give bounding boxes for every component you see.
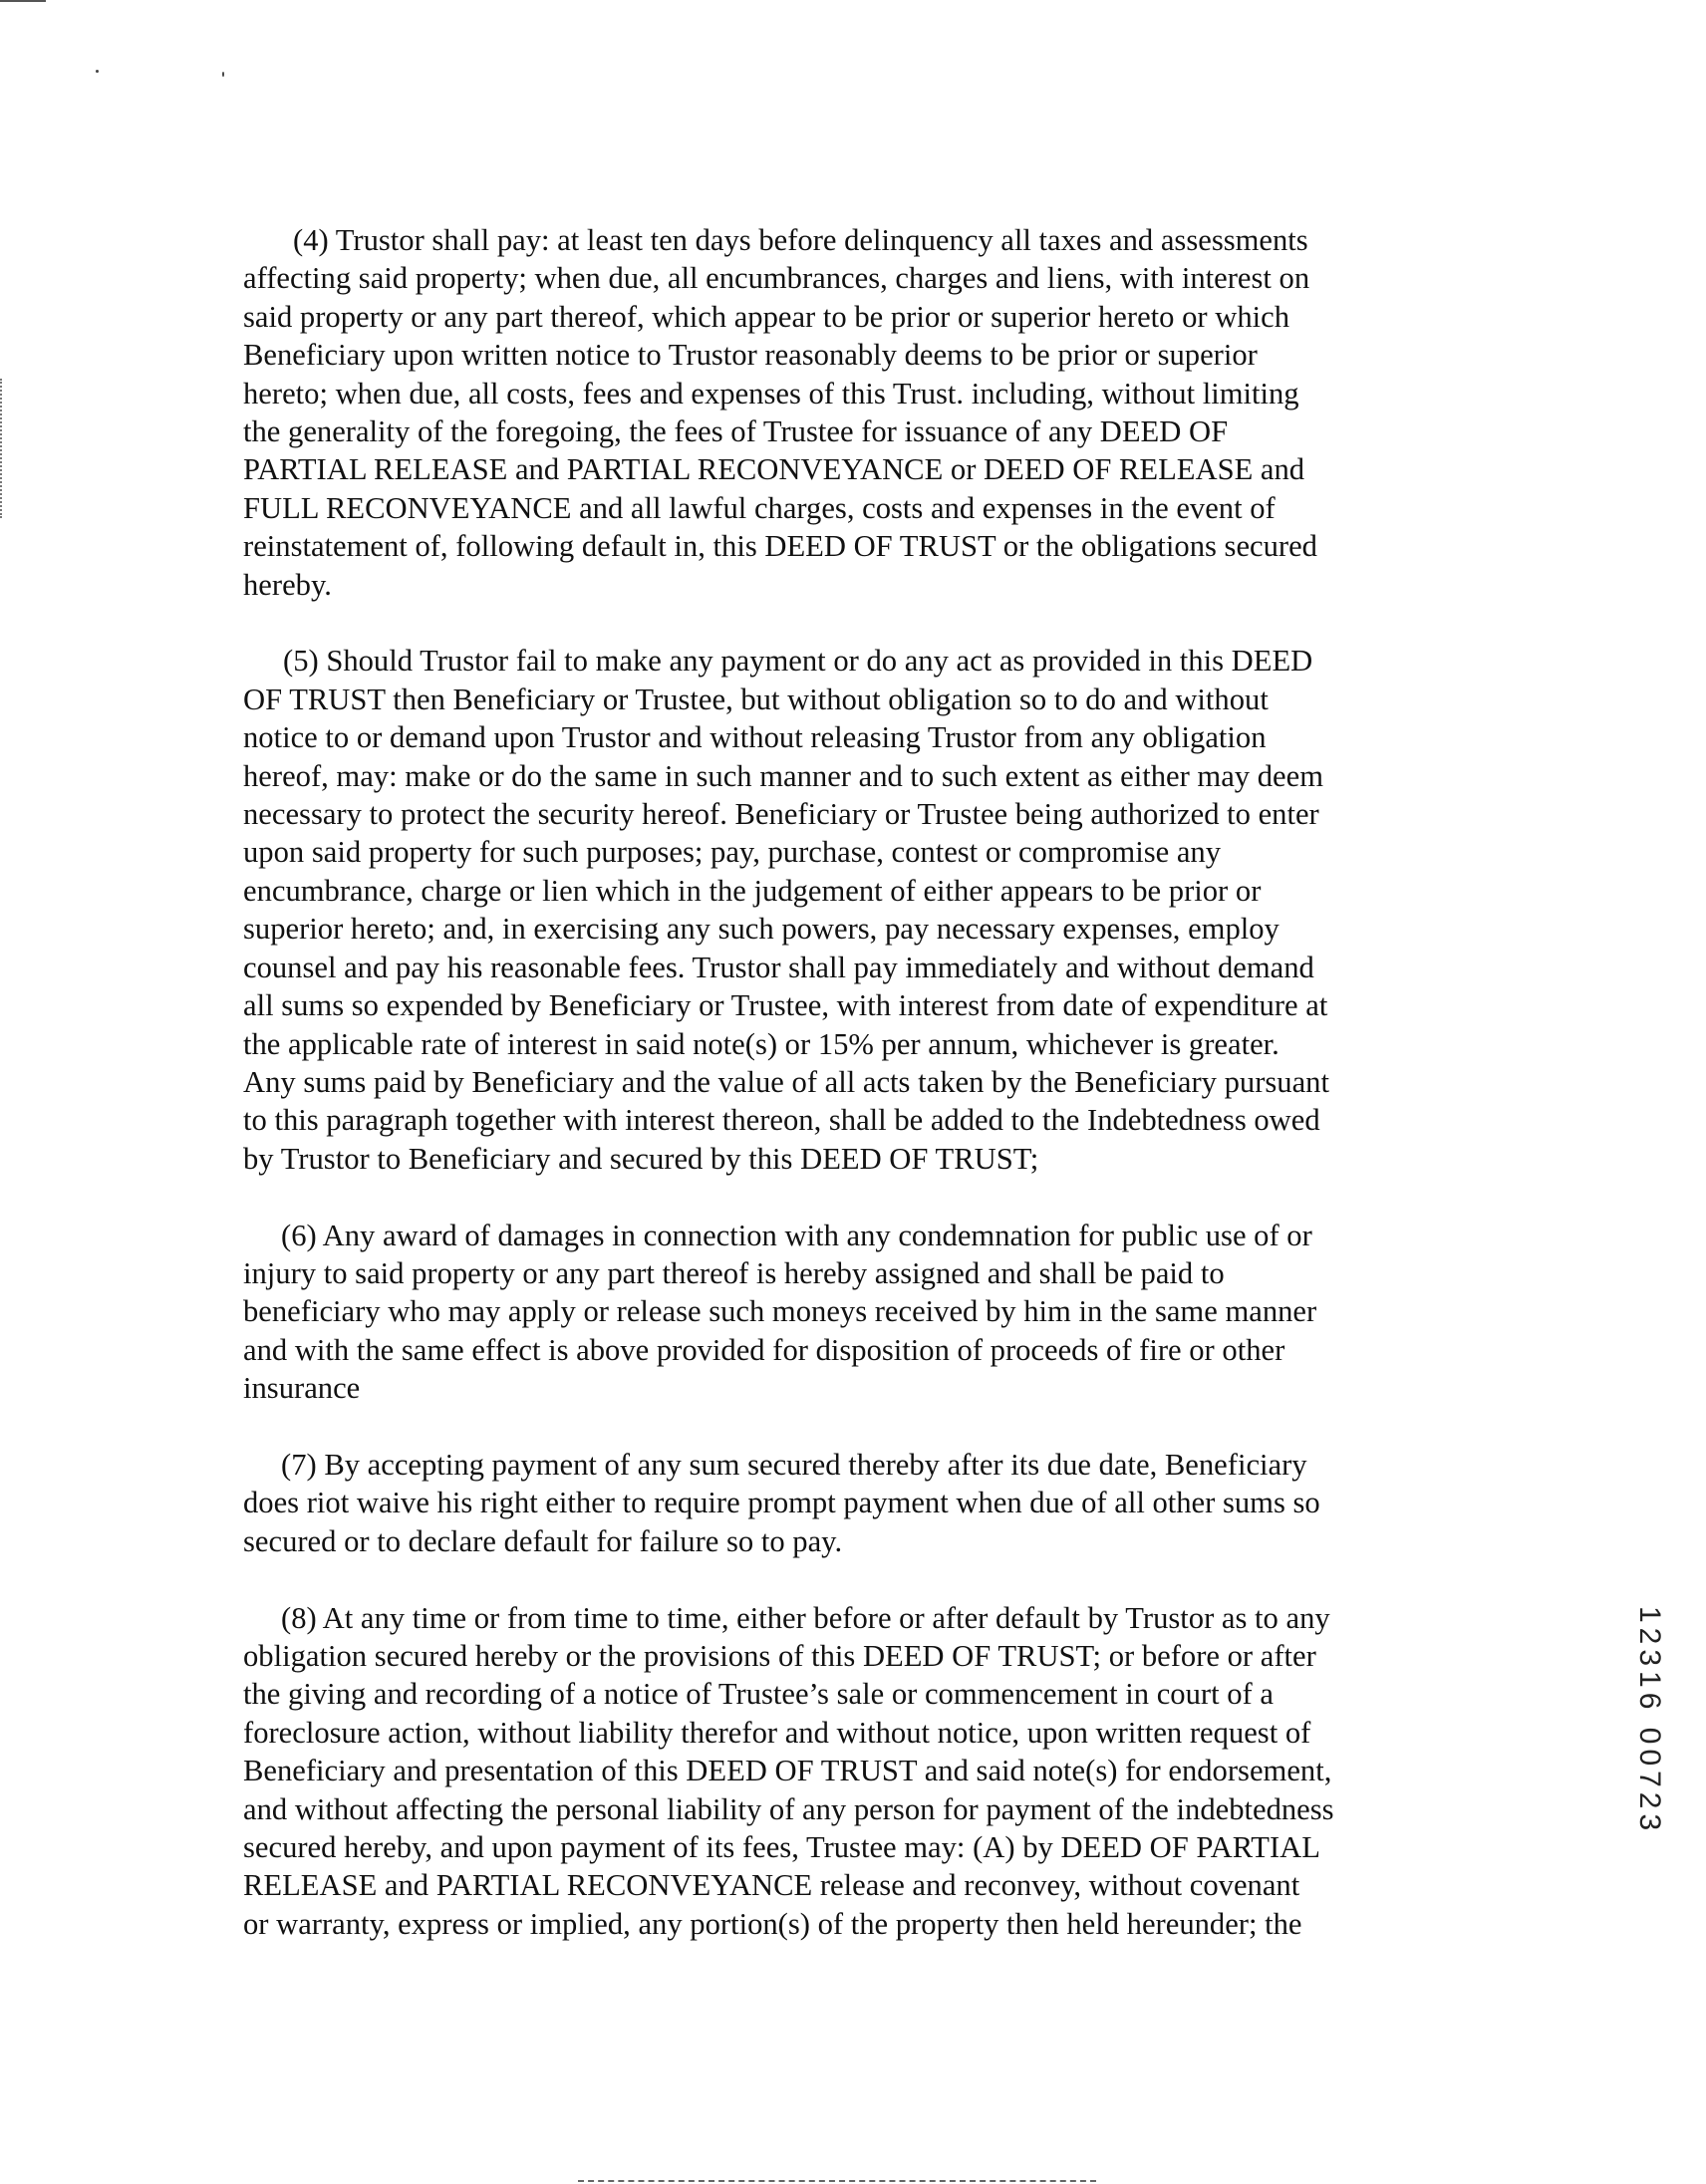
text-line: secured or to declare default for failure so to pay. — [243, 1523, 843, 1558]
text-line: Beneficiary and presentation of this DEED OF TRUST and said note(s) for endorsement, — [243, 1754, 1332, 1788]
text-line: by Trustor to Beneficiary and secured by this DEED OF TRUST; — [243, 1141, 1039, 1176]
scan-mark — [0, 0, 46, 2]
text-line: or warranty, express or implied, any portion(s) of the property then held hereunder; the — [243, 1906, 1302, 1941]
text-line: encumbrance, charge or lien which in the judgement of either appears to be prior or — [243, 873, 1262, 908]
text-line: (5) Should Trustor fail to make any payment or do any act as provided in this DEED — [283, 644, 1313, 679]
text-line: Any sums paid by Beneficiary and the value of all acts taken by the Beneficiary pursuant — [243, 1064, 1329, 1099]
paragraph-4 — [243, 221, 1457, 604]
text-line: (4) Trustor shall pay: at least ten days before delinquency all taxes and assessments — [293, 223, 1308, 257]
paragraph-7 — [243, 1446, 1457, 1560]
text-line: FULL RECONVEYANCE and all lawful charges, costs and expenses in the event of — [243, 490, 1276, 525]
text-line: OF TRUST then Beneficiary or Trustee, but without obligation so to do and without — [243, 682, 1269, 716]
text-line: hereof, may: make or do the same in such manner and to such extent as either may deem — [243, 758, 1324, 793]
text-line: counsel and pay his reasonable fees. Trustor shall pay immediately and without demand — [243, 950, 1314, 984]
text-line: notice to or demand upon Trustor and without releasing Trustor from any obligation — [243, 720, 1267, 755]
scan-edge-mark — [578, 2180, 1096, 2184]
text-line: beneficiary who may apply or release such moneys received by him in the same manner — [243, 1294, 1317, 1329]
text-line: all sums so expended by Beneficiary or Trustee, with interest from date of expenditure at — [243, 988, 1328, 1023]
text-line: hereto; when due, all costs, fees and expenses of this Trust. including, without limiting — [243, 376, 1299, 410]
text-line: the generality of the foregoing, the fees of Trustee for issuance of any DEED OF — [243, 414, 1229, 449]
text-line: to this paragraph together with interest thereon, shall be added to the Indebtedness owed — [243, 1103, 1320, 1138]
text-line: injury to said property or any part thereof is hereby assigned and shall be paid to — [243, 1255, 1225, 1290]
paragraph-5 — [243, 642, 1457, 1178]
text-line: affecting said property; when due, all encumbrances, charges and liens, with interest on — [243, 261, 1310, 296]
paragraph-8 — [243, 1599, 1457, 1944]
text-line: PARTIAL RELEASE and PARTIAL RECONVEYANCE or DEED OF RELEASE and — [243, 452, 1305, 487]
paragraph-6 — [243, 1217, 1457, 1408]
text-line: foreclosure action, without liability therefor and without notice, upon written request of — [243, 1715, 1311, 1750]
text-line: (8) At any time or from time to time, either before or after default by Trustor as to any — [281, 1600, 1330, 1635]
scan-edge-mark — [0, 379, 5, 518]
text-line: upon said property for such purposes; pay, purchase, contest or compromise any — [243, 835, 1222, 870]
text-line: insurance — [243, 1371, 361, 1406]
text-line: reinstatement of, following default in, this DEED OF TRUST or the obligations secured — [243, 529, 1317, 564]
text-line: (7) By accepting payment of any sum secured thereby after its due date, Beneficiary — [281, 1447, 1307, 1482]
text-line: and without affecting the personal liability of any person for payment of the indebtedness — [243, 1791, 1334, 1826]
scan-speck — [96, 70, 99, 73]
text-line: Beneficiary upon written notice to Trustor reasonably deems to be prior or superior — [243, 338, 1258, 373]
text-line: and with the same effect is above provided for disposition of proceeds of fire or other — [243, 1332, 1285, 1367]
document-body — [243, 221, 1457, 1982]
text-line: obligation secured hereby or the provisions of this DEED OF TRUST; or before or after — [243, 1638, 1316, 1673]
text-line: hereby. — [243, 567, 332, 602]
text-line: the applicable rate of interest in said note(s) or 15% per annum, whichever is greater. — [243, 1026, 1280, 1061]
text-line: (6) Any award of damages in connection with any condemnation for public use of or — [281, 1218, 1312, 1252]
text-line: the giving and recording of a notice of Trustee’s sale or commencement in court of a — [243, 1677, 1274, 1712]
document-id-stamp: 12316 00723 — [1633, 1606, 1666, 1836]
scan-speck — [222, 72, 224, 77]
text-line: superior hereto; and, in exercising any such powers, pay necessary expenses, employ — [243, 912, 1280, 947]
text-line: secured hereby, and upon payment of its fees, Trustee may: (A) by DEED OF PARTIAL — [243, 1830, 1320, 1864]
text-line: RELEASE and PARTIAL RECONVEYANCE release and reconvey, without covenant — [243, 1868, 1300, 1903]
text-line: said property or any part thereof, which appear to be prior or superior hereto or which — [243, 299, 1290, 334]
text-line: does riot waive his right either to require prompt payment when due of all other sums so — [243, 1486, 1320, 1520]
text-line: necessary to protect the security hereof. Beneficiary or Trustee being authorized to enter — [243, 797, 1319, 832]
